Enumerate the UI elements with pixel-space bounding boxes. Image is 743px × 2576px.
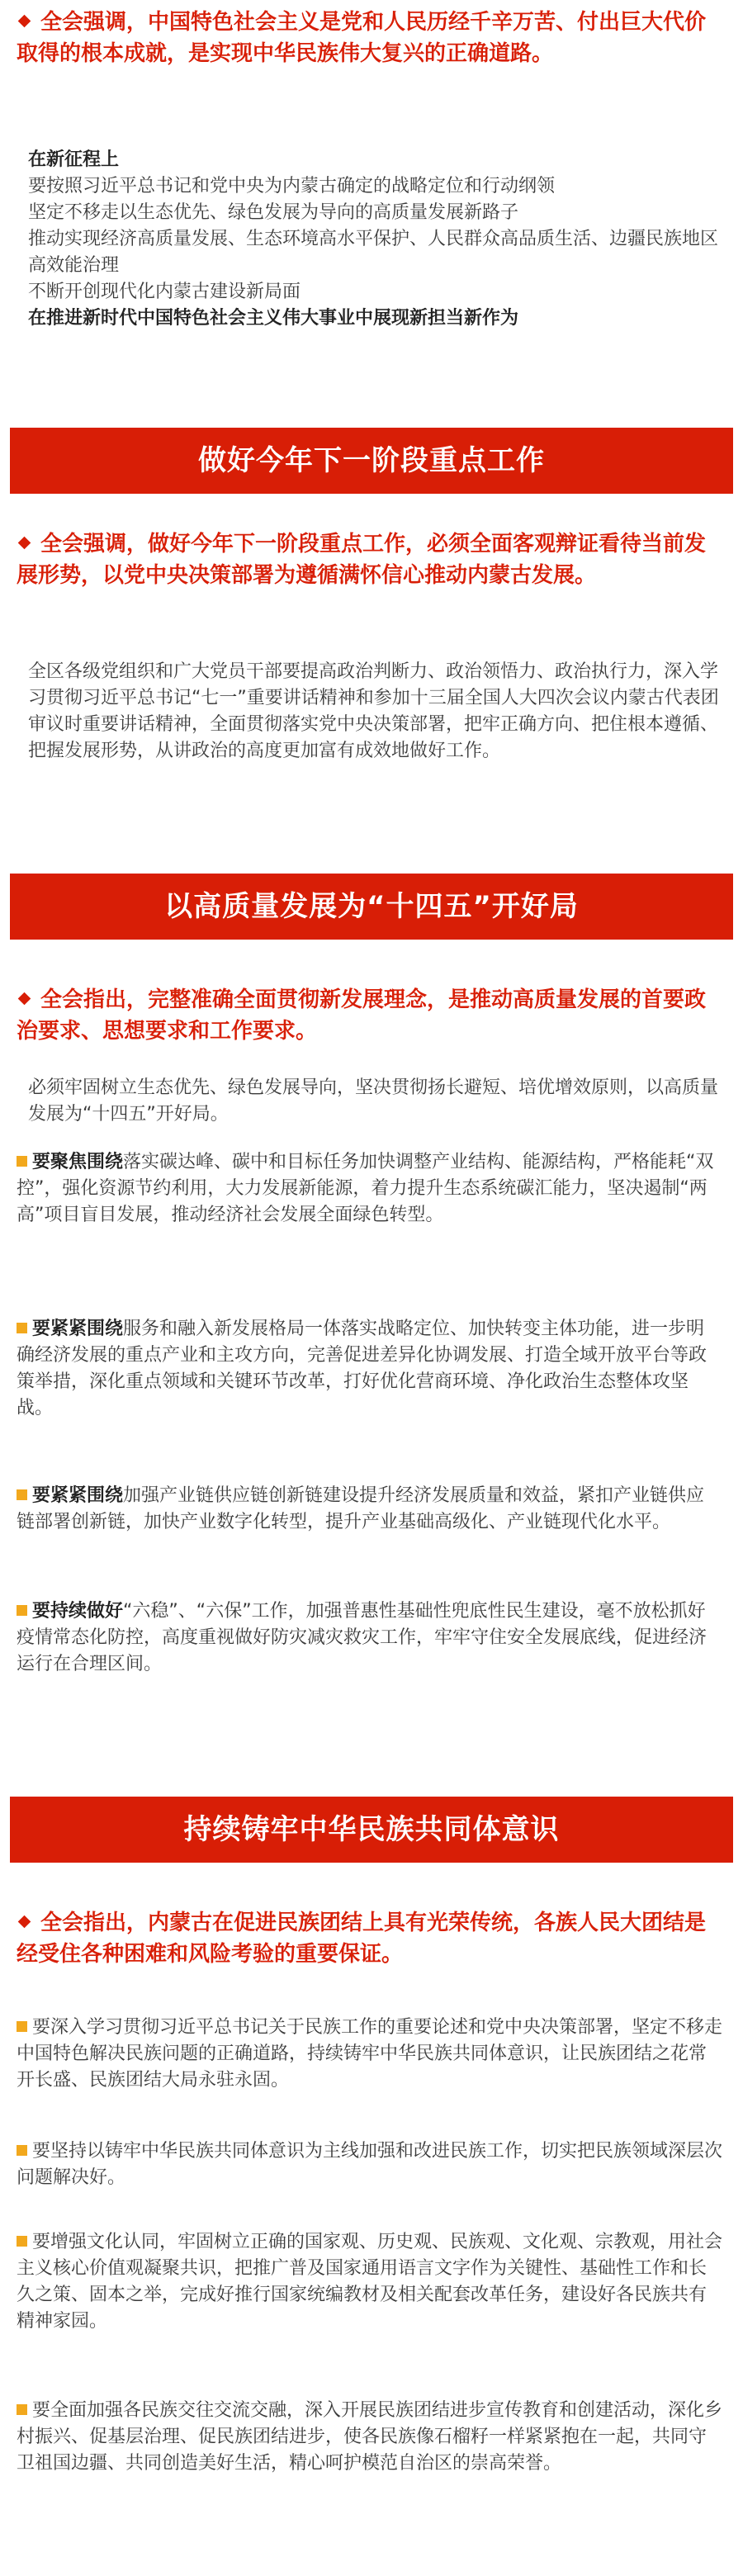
diamond-bullet-icon xyxy=(18,1915,31,1929)
square-bullet-icon xyxy=(17,1156,27,1167)
intro-line: 在推进新时代中国特色社会主义伟大事业中展现新担当新作为 xyxy=(28,308,519,329)
section2-lead xyxy=(17,984,726,1047)
list-item xyxy=(17,2138,722,2191)
list-item xyxy=(17,1483,722,1536)
section2-lead-text: 全会指出，完整准确全面贯彻新发展理念，是推动高质量发展的首要政治要求、思想要求和工作要求。 xyxy=(17,987,707,1044)
list-item xyxy=(17,1149,722,1229)
item-text: 要全面加强各民族交往交流交融，深入开展民族团结进步宣传教育和创建活动，深化乡村振兴、促基层治理、促民族团结进步，使各民族像石榴籽一样紧紧抱在一起，共同守卫祖国边疆、共同创造美好生活，精心呵护模范自治区的崇高荣誉。 xyxy=(17,2400,723,2474)
intro-line: 坚定不移走以生态优先、绿色发展为导向的高质量发展新路子 xyxy=(28,202,519,223)
intro-lead xyxy=(17,7,726,69)
item-text: 加强产业链供应链创新链建设提升经济发展质量和效益，紧扣产业链供应链部署创新链，加快产业数字化转型，提升产业基础高级化、产业链现代化水平。 xyxy=(17,1485,705,1532)
section1-lead xyxy=(17,528,726,591)
square-bullet-icon xyxy=(17,2021,27,2032)
list-item xyxy=(17,2229,722,2335)
section-banner-work: 做好今年下一阶段重点工作 xyxy=(0,428,743,494)
section-banner-development: 以高质量发展为“十四五”开好局 xyxy=(0,874,743,940)
square-bullet-icon xyxy=(17,1489,27,1500)
intro-lines xyxy=(28,147,722,332)
intro-line: 不断开创现代化内蒙古建设新局面 xyxy=(28,282,301,302)
list-item xyxy=(17,1316,722,1422)
list-item xyxy=(17,1598,722,1678)
section2-paragraph: 必须牢固树立生态优先、绿色发展导向，坚决贯彻扬长避短、培优增效原则，以高质量发展为“十四五”开好局。 xyxy=(28,1077,719,1125)
square-bullet-icon xyxy=(17,2145,27,2156)
square-bullet-icon xyxy=(17,2236,27,2247)
diamond-bullet-icon xyxy=(18,15,31,28)
square-bullet-icon xyxy=(17,1605,27,1616)
diamond-bullet-icon xyxy=(18,992,31,1006)
intro-line: 推动实现经济高质量发展、生态环境高水平保护、人民群众高品质生活、边疆民族地区高效能治理 xyxy=(28,229,719,276)
section1-lead-text: 全会强调，做好今年下一阶段重点工作，必须全面客观辩证看待当前发展形势，以党中央决策部署为遵循满怀信心推动内蒙古发展。 xyxy=(17,532,707,588)
list-item xyxy=(17,2015,722,2094)
intro-line: 在新征程上 xyxy=(28,149,120,170)
item-keyword: 要持续做好 xyxy=(32,1601,124,1622)
list-item xyxy=(17,2398,722,2477)
item-text: 要坚持以铸牢中华民族共同体意识为主线加强和改进民族工作，切实把民族领域深层次问题解决好。 xyxy=(17,2141,723,2188)
intro-line: 要按照习近平总书记和党中央为内蒙古确定的战略定位和行动纲领 xyxy=(28,176,556,197)
item-text: “六稳”、“六保”工作，加强普惠性基础性兜底性民生建设，毫不放松抓好疫情常态化防控，高度重视做好防灾减灾救灾工作，牢牢守住安全发展底线，促进经济运行在合理区间。 xyxy=(17,1601,708,1674)
item-text: 落实碳达峰、碳中和目标任务加快调整产业结构、能源结构，严格能耗“双控”，强化资源节约利用，大力发展新能源，着力提升生态系统碳汇能力，坚决遏制“两高”项目盲目发展，推动经济社会发展全面绿色转型。 xyxy=(17,1152,714,1225)
intro-lead-text: 全会强调，中国特色社会主义是党和人民历经千辛万苦、付出巨大代价取得的根本成就，是实现中华民族伟大复兴的正确道路。 xyxy=(17,10,707,66)
square-bullet-icon xyxy=(17,1323,27,1333)
section-banner-ethnic-unity: 持续铸牢中华民族共同体意识 xyxy=(0,1797,743,1863)
item-keyword: 要紧紧围绕 xyxy=(32,1485,124,1506)
diamond-bullet-icon xyxy=(18,537,31,550)
square-bullet-icon xyxy=(17,2404,27,2415)
item-keyword: 要聚焦围绕 xyxy=(32,1152,124,1172)
section1-paragraph: 全区各级党组织和广大党员干部要提高政治判断力、政治领悟力、政治执行力，深入学习贯彻习近平总书记“七一”重要讲话精神和参加十三届全国人大四次会议内蒙古代表团审议时重要讲话精神，全面贯彻落实党中央决策部署，把牢正确方向、把住根本遵循、把握发展形势，从讲政治的高度更加富有成效地做好工作。 xyxy=(28,661,719,761)
item-text: 要增强文化认同，牢固树立正确的国家观、历史观、民族观、文化观、宗教观，用社会主义核心价值观凝聚共识，把推广普及国家通用语言文字作为关键性、基础性工作和长久之策、固本之举，完成好推行国家统编教材及相关配套改革任务，建设好各民族共有精神家园。 xyxy=(17,2232,723,2332)
section3-lead xyxy=(17,1907,726,1970)
item-text: 要深入学习贯彻习近平总书记关于民族工作的重要论述和党中央决策部署，坚定不移走中国特色解决民族问题的正确道路，持续铸牢中华民族共同体意识，让民族团结之花常开长盛、民族团结大局永驻永固。 xyxy=(17,2017,723,2091)
item-text: 服务和融入新发展格局一体落实战略定位、加快转变主体功能，进一步明确经济发展的重点产业和主攻方向，完善促进差异化协调发展、打造全域开放平台等政策举措，深化重点领域和关键环节改革，打好优化营商环境、净化政治生态整体攻坚战。 xyxy=(17,1319,708,1418)
section3-lead-text: 全会指出，内蒙古在促进民族团结上具有光荣传统，各族人民大团结是经受住各种困难和风险考验的重要保证。 xyxy=(17,1911,707,1967)
item-keyword: 要紧紧围绕 xyxy=(32,1319,124,1339)
